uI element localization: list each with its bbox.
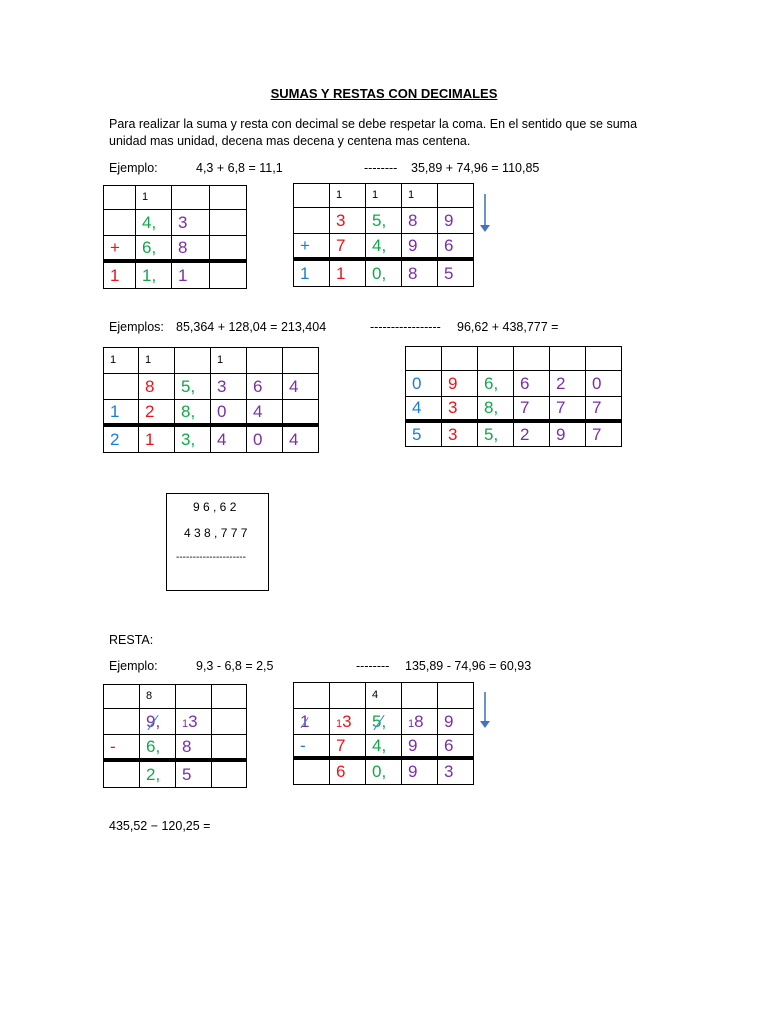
- carry-digit: 1: [402, 184, 438, 208]
- digit: 7: [550, 397, 586, 421]
- resta-equation-1: 9,3 - 6,8 = 2,5: [196, 659, 274, 673]
- digit: 0,: [366, 259, 402, 287]
- digit: 5,: [372, 712, 387, 731]
- digit-borrowed: 13: [330, 709, 366, 735]
- example-label: Ejemplo:: [109, 161, 158, 175]
- digit: 8: [176, 735, 212, 760]
- resta-equation-2: 135,89 - 74,96 = 60,93: [405, 659, 532, 673]
- digit: 8: [139, 374, 175, 400]
- digit: 2: [139, 400, 175, 425]
- resta-heading: RESTA:: [109, 633, 154, 647]
- digit: 5,: [478, 421, 514, 447]
- digit: 1: [300, 712, 310, 731]
- digit: 1,: [136, 261, 172, 289]
- digit: 0: [247, 425, 283, 453]
- carry-digit: 1: [211, 348, 247, 374]
- digit: 1: [104, 261, 136, 289]
- digit: 7: [586, 397, 622, 421]
- exercise-equation: 435,52 − 120,25 =: [109, 819, 211, 833]
- carry-digit: 1: [104, 348, 139, 374]
- digit: 5,: [366, 208, 402, 234]
- digit: 9: [402, 758, 438, 785]
- subtraction-table-2: [293, 682, 474, 785]
- digit: 6: [438, 735, 474, 758]
- intro-line-1: Para realizar la suma y resta con decimal se debe respetar la coma. En el sentido que se suma: [109, 117, 638, 131]
- digit: 4: [406, 397, 442, 421]
- digit: 0: [586, 371, 622, 397]
- digit: 9: [442, 371, 478, 397]
- addition-table-1: [103, 185, 247, 289]
- digit: 7: [586, 421, 622, 447]
- digit: 4: [247, 400, 283, 425]
- example-separator: --------: [364, 161, 398, 175]
- vertical-addition-box: [166, 493, 269, 591]
- crossed-digit: [294, 709, 330, 735]
- digit: 8,: [478, 397, 514, 421]
- digit: 2,: [140, 760, 176, 788]
- digit: 2: [550, 371, 586, 397]
- digit: 5: [176, 760, 212, 788]
- digit: 5: [406, 421, 442, 447]
- digit: 9: [402, 234, 438, 259]
- digit: 6: [438, 234, 474, 259]
- down-arrow-icon: [484, 692, 486, 722]
- carry-digit: 1: [139, 348, 175, 374]
- borrow-digit: 8: [140, 685, 176, 709]
- digit: 9: [438, 208, 474, 234]
- digit: 3: [438, 758, 474, 785]
- digit: 8: [402, 208, 438, 234]
- digit: 9,: [146, 712, 161, 731]
- subtraction-table-1: [103, 684, 247, 788]
- digit: 1: [172, 261, 210, 289]
- examples-label: Ejemplos:: [109, 320, 164, 334]
- carry-digit: 1: [136, 186, 172, 210]
- digit: 1: [139, 425, 175, 453]
- operator-minus: -: [104, 735, 140, 760]
- carry-digit: 1: [366, 184, 402, 208]
- digit: 3: [442, 397, 478, 421]
- digit: 7: [330, 234, 366, 259]
- digit: 0: [211, 400, 247, 425]
- resta-example-label: Ejemplo:: [109, 659, 158, 673]
- digit: 5: [438, 259, 474, 287]
- examples-equation-1: 85,364 + 128,04 = 213,404: [176, 320, 327, 334]
- digit: 1: [104, 400, 139, 425]
- digit: 7: [514, 397, 550, 421]
- digit: 2: [514, 421, 550, 447]
- digit: 6: [247, 374, 283, 400]
- box-line-3: ---------------------: [176, 552, 246, 563]
- digit: 1: [294, 259, 330, 287]
- digit: 6,: [136, 236, 172, 261]
- operator-plus: +: [294, 234, 330, 259]
- digit: 4: [283, 425, 319, 453]
- operator-minus: -: [294, 735, 330, 758]
- digit: 4,: [366, 234, 402, 259]
- digit-borrowed: 13: [176, 709, 212, 735]
- digit: 5,: [175, 374, 211, 400]
- box-line-2: 4 3 8 , 7 7 7: [184, 526, 248, 540]
- digit: 2: [104, 425, 139, 453]
- down-arrow-icon: [484, 194, 486, 226]
- digit: 6: [514, 371, 550, 397]
- digit: 0: [406, 371, 442, 397]
- carry-digit: 1: [330, 184, 366, 208]
- crossed-digit: [366, 709, 402, 735]
- addition-table-2: [293, 183, 474, 287]
- digit: 0,: [366, 758, 402, 785]
- example-equation-1: 4,3 + 6,8 = 11,1: [196, 161, 283, 175]
- example-equation-2: 35,89 + 74,96 = 110,85: [411, 161, 540, 175]
- digit: 3: [172, 210, 210, 236]
- resta-separator: --------: [356, 659, 390, 673]
- digit: 3,: [175, 425, 211, 453]
- digit-borrowed: 18: [402, 709, 438, 735]
- addition-table-4: [405, 346, 622, 447]
- examples-separator: -----------------: [370, 320, 441, 334]
- digit: 4: [211, 425, 247, 453]
- digit: 4: [283, 374, 319, 400]
- digit: 9: [550, 421, 586, 447]
- page-title: SUMAS Y RESTAS CON DECIMALES: [270, 86, 498, 101]
- crossed-digit: [140, 709, 176, 735]
- digit: 9: [438, 709, 474, 735]
- digit: 4,: [136, 210, 172, 236]
- digit: 8: [172, 236, 210, 261]
- digit: 7: [330, 735, 366, 758]
- addition-table-3: [103, 347, 319, 453]
- digit: 4,: [366, 735, 402, 758]
- examples-equation-2: 96,62 + 438,777 =: [457, 320, 559, 334]
- digit: 8: [402, 259, 438, 287]
- box-line-1: 9 6 , 6 2: [193, 500, 237, 514]
- digit: 3: [330, 208, 366, 234]
- intro-line-2: unidad mas unidad, decena mas decena y centena mas centena.: [109, 134, 471, 148]
- digit: 6: [330, 758, 366, 785]
- cell: [104, 186, 136, 210]
- operator-plus: +: [104, 236, 136, 261]
- digit: 9: [402, 735, 438, 758]
- borrow-digit: 4: [366, 683, 402, 709]
- digit: 6,: [478, 371, 514, 397]
- digit: 3: [211, 374, 247, 400]
- digit: 6,: [140, 735, 176, 760]
- digit: 3: [442, 421, 478, 447]
- digit: 8,: [175, 400, 211, 425]
- digit: 1: [330, 259, 366, 287]
